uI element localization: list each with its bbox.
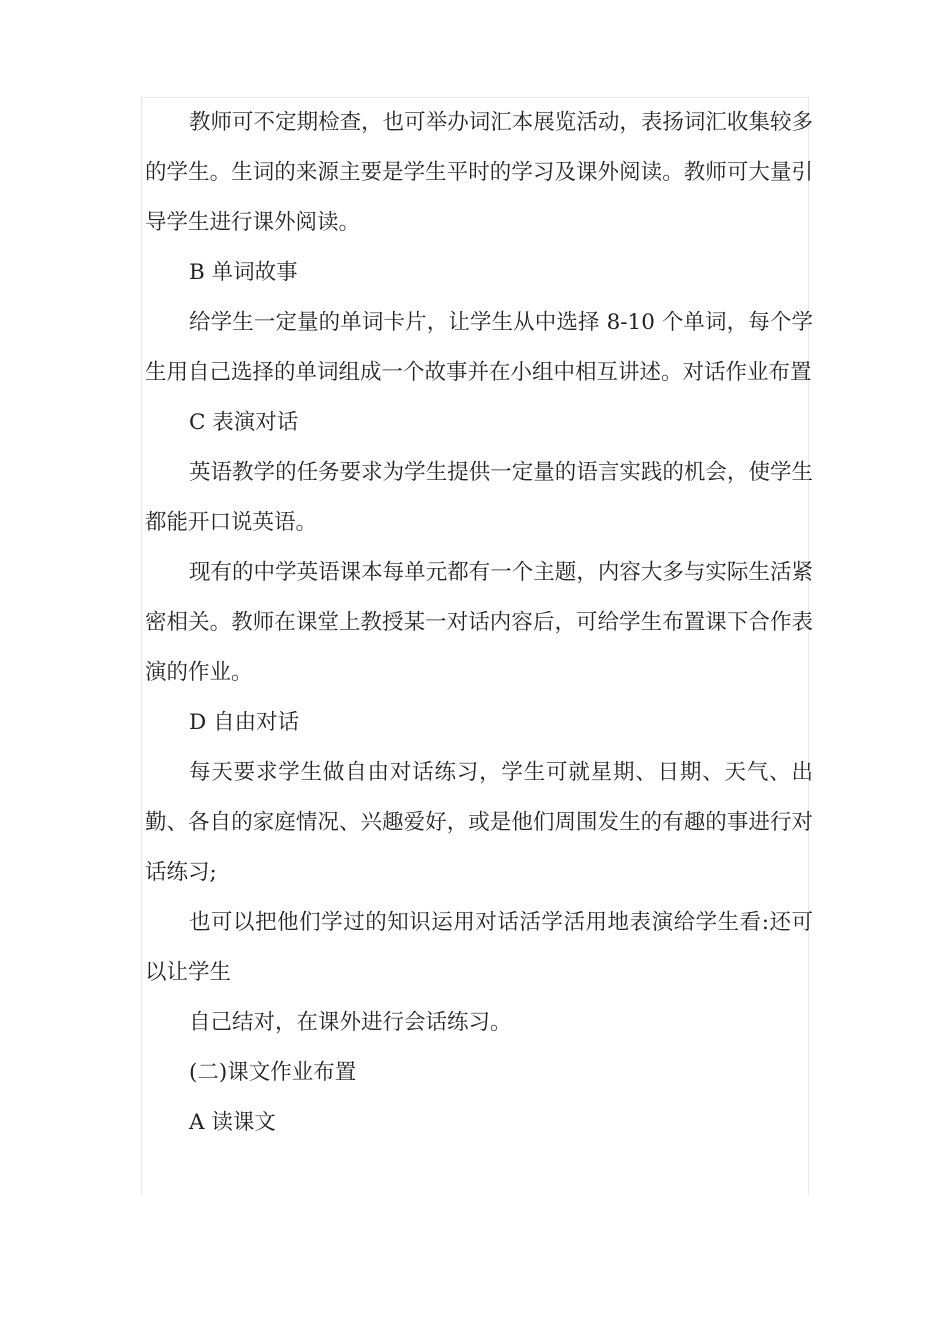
paragraph-word-cards: 给学生一定量的单词卡片，让学生从中选择 8-10 个单词，每个学生用自己选择的单词组成一个故事并在小组中相互讲述。对话作业布置 bbox=[145, 310, 813, 385]
heading-free-dialogue: D 自由对话 bbox=[189, 710, 300, 735]
document-body bbox=[145, 98, 813, 1148]
page-frame-left-border bbox=[141, 97, 142, 1195]
heading-text-assignment: (二)课文作业布置 bbox=[189, 1060, 357, 1085]
paragraph-language-practice: 英语教学的任务要求为学生提供一定量的语言实践的机会，使学生都能开口说英语。 bbox=[145, 460, 813, 535]
paragraph-pair-practice: 自己结对，在课外进行会话练习。 bbox=[189, 1010, 512, 1035]
heading-act-dialogue: C 表演对话 bbox=[189, 410, 299, 435]
heading-word-story: B 单词故事 bbox=[189, 260, 298, 285]
paragraph-perform-knowledge: 也可以把他们学过的知识运用对话活学活用地表演给学生看:还可以让学生 bbox=[145, 910, 813, 985]
paragraph-daily-dialogue: 每天要求学生做自由对话练习，学生可就星期、日期、天气、出勤、各自的家庭情况、兴趣爱好，或是他们周围发生的有趣的事进行对话练习; bbox=[145, 760, 813, 885]
paragraph-vocabulary-notebook: 教师可不定期检查，也可举办词汇本展览活动，表扬词汇收集较多的学生。生词的来源主要是学生平时的学习及课外阅读。教师可大量引导学生进行课外阅读。 bbox=[145, 110, 813, 235]
heading-read-text: A 读课文 bbox=[189, 1110, 276, 1135]
paragraph-textbook-units: 现有的中学英语课本每单元都有一个主题，内容大多与实际生活紧密相关。教师在课堂上教授某一对话内容后，可给学生布置课下合作表演的作业。 bbox=[145, 560, 813, 685]
